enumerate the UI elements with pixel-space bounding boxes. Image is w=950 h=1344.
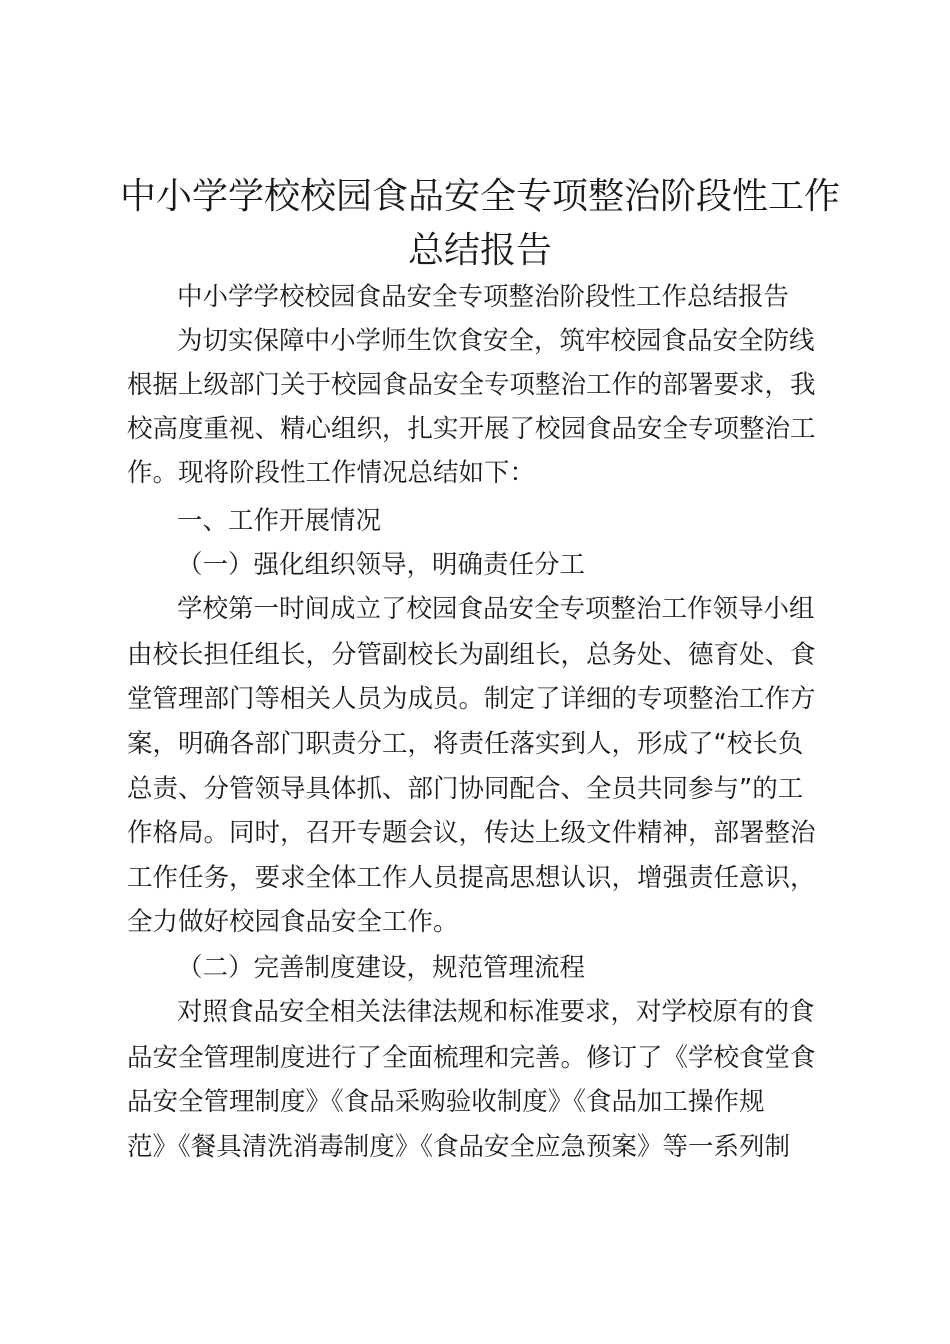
paragraph-line: 品安全管理制度进行了全面梳理和完善。修订了《学校食堂食 — [127, 1043, 816, 1073]
document-title — [100, 170, 860, 278]
paragraph-line: 为切实保障中小学师生饮食安全，筑牢校园食品安全防线 — [177, 326, 815, 356]
paragraph-line: 校高度重视、精心组织，扎实开展了校园食品安全专项整治工 — [127, 414, 816, 444]
paragraph-line: 范》《餐具清洗消毒制度》《食品安全应急预案》等一系列制 — [127, 1132, 791, 1162]
paragraph-line: 学校第一时间成立了校园食品安全专项整治工作领导小组 — [177, 594, 815, 624]
paragraph-line: 工作任务，要求全体工作人员提高思想认识，增强责任意识， — [127, 863, 816, 893]
paragraph-line: 全力做好校园食品安全工作。 — [127, 907, 459, 937]
subtitle-line: 中小学学校校园食品安全专项整治阶段性工作总结报告 — [177, 282, 790, 312]
paragraph-line: 堂管理部门等相关人员为成员。制定了详细的专项整治工作方 — [127, 684, 816, 714]
title-line-2: 总结报告 — [407, 230, 552, 271]
paragraph-line: 作格局。同时，召开专题会议，传达上级文件精神，部署整治 — [127, 818, 816, 848]
paragraph-line: 案，明确各部门职责分工，将责任落实到人，形成了“校长负 — [127, 729, 804, 759]
paragraph-line: 作。现将阶段性工作情况总结如下： — [127, 458, 536, 488]
paragraph-line: 品安全管理制度》《食品采购验收制度》《食品加工操作规 — [127, 1087, 765, 1117]
paragraph-line: 根据上级部门关于校园食品安全专项整治工作的部署要求，我 — [127, 370, 816, 400]
subsection-heading: （二）完善制度建设，规范管理流程 — [177, 953, 586, 983]
paragraph-line: 由校长担任组长，分管副校长为副组长，总务处、德育处、食 — [127, 640, 816, 670]
paragraph-line: 总责、分管领导具体抓、部门协同配合、全员共同参与”的工 — [127, 774, 804, 804]
section-heading: 一、工作开展情况 — [177, 506, 382, 536]
title-line-1: 中小学学校校园食品安全专项整治阶段性工作 — [119, 176, 840, 217]
subsection-heading: （一）强化组织领导，明确责任分工 — [177, 550, 586, 580]
paragraph-line: 对照食品安全相关法律法规和标准要求，对学校原有的食 — [177, 997, 815, 1027]
